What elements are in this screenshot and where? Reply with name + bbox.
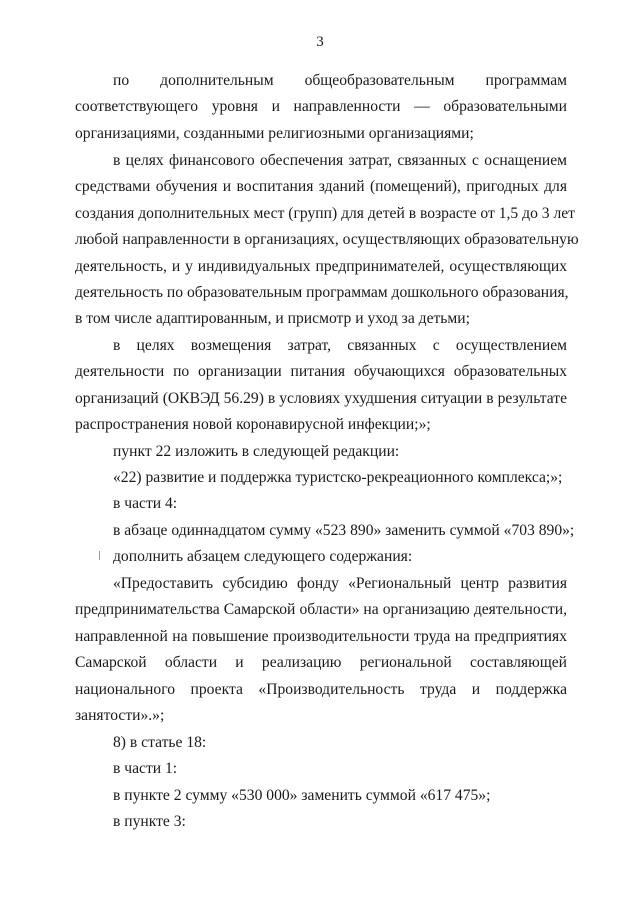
text-line: 8) в статье 18: bbox=[113, 734, 207, 751]
text-line: создания дополнительных мест (групп) для детей в возрасте от 1,5 до 3 лет bbox=[75, 204, 575, 222]
text-line: дополнить абзацем следующего содержания: bbox=[113, 548, 413, 565]
text-line: занятости».»; bbox=[75, 706, 165, 724]
text-line: в пункте 2 сумму «530 000» заменить суммой «617 475»; bbox=[113, 787, 491, 804]
text-line: организациями, созданными религиозными организациями; bbox=[75, 124, 474, 142]
paragraph-quote bbox=[75, 571, 567, 729]
text-line: по дополнительным общеобразовательным программам bbox=[113, 72, 567, 89]
item-article-18 bbox=[75, 730, 567, 756]
text-line: в целях возмещения затрат, связанных с осуществлением bbox=[113, 337, 567, 354]
text-line: в части 4: bbox=[113, 495, 178, 512]
text-line: деятельность по образовательным программам дошкольного образования, bbox=[75, 283, 569, 301]
text-line: соответствующего уровня и направленности — образовательными bbox=[75, 98, 567, 116]
item-part-1 bbox=[75, 756, 567, 782]
text-line: в абзаце одиннадцатом сумму «523 890» заменить суммой «703 890»; bbox=[113, 522, 575, 539]
item-punkt-2 bbox=[75, 783, 567, 809]
text-line: деятельность, и у индивидуальных предпринимателей, осуществляющих bbox=[75, 257, 567, 275]
text-line: «Предоставить субсидию фонду «Региональный центр развития bbox=[113, 575, 567, 592]
item-punkt-22 bbox=[75, 439, 567, 465]
text-line: «22) развитие и поддержка туристско-рекреационного комплекса;»; bbox=[113, 469, 563, 486]
text-line: предпринимательства Самарской области» на организацию деятельности, bbox=[75, 601, 567, 619]
page-number: 3 bbox=[316, 34, 324, 50]
text-line: национального проекта «Производительность труда и поддержка bbox=[75, 680, 567, 698]
text-line: в пункте 3: bbox=[113, 813, 186, 830]
text-line: в части 1: bbox=[113, 760, 178, 777]
text-line: организаций (ОКВЭД 56.29) в условиях ухудшения ситуации в результате bbox=[75, 389, 567, 407]
item-add-paragraph bbox=[75, 544, 567, 570]
text-line: средствами обучения и воспитания зданий (помещений), пригодных для bbox=[75, 178, 567, 196]
text-line: деятельности по организации питания обучающихся образовательных bbox=[75, 363, 567, 381]
paragraph-1 bbox=[75, 68, 567, 147]
text-line: распространения новой коронавирусной инфекции;»; bbox=[75, 416, 431, 434]
paragraph-3 bbox=[75, 333, 567, 439]
text-line: Самарской области и реализацию региональной составляющей bbox=[75, 654, 567, 672]
item-replace-sum bbox=[75, 518, 575, 544]
text-line: в том числе адаптированным, и присмотр и уход за детьми; bbox=[75, 310, 470, 328]
item-part-4 bbox=[75, 491, 567, 517]
text-line: направленной на повышение производительности труда на предприятиях bbox=[75, 627, 567, 645]
text-line: любой направленности в организациях, осуществляющих образовательную bbox=[75, 231, 579, 249]
text-line: пункт 22 изложить в следующей редакции: bbox=[113, 443, 400, 460]
item-quote-22 bbox=[75, 465, 567, 491]
item-punkt-3 bbox=[75, 809, 567, 835]
text-line: в целях финансового обеспечения затрат, связанных с оснащением bbox=[113, 152, 567, 169]
paragraph-2 bbox=[75, 148, 579, 333]
